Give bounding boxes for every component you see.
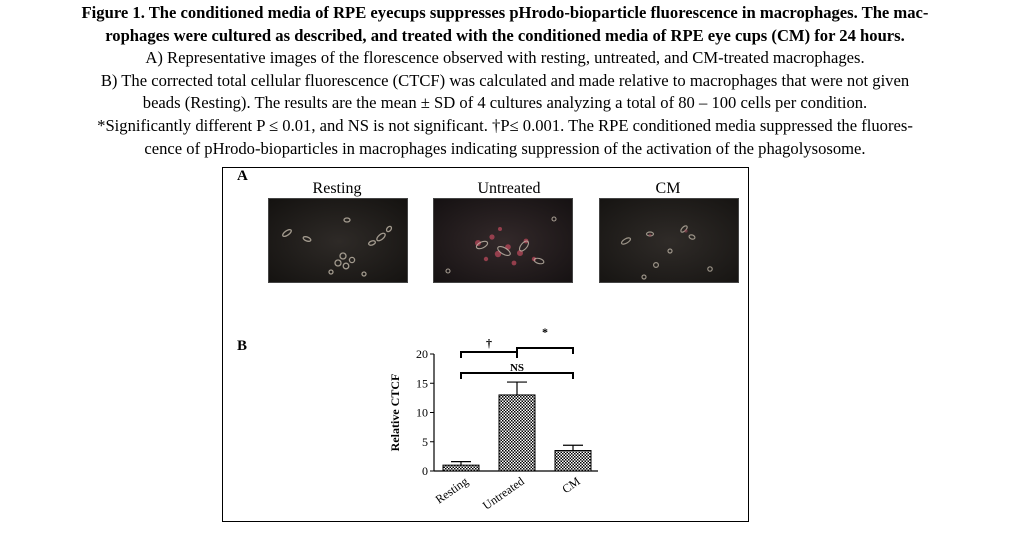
panel-b-letter: B xyxy=(237,338,248,354)
panel-a-letter: A xyxy=(237,168,248,184)
caption-line-6: *Significantly different P ≤ 0.01, and NS is not significant. †P≤ 0.001. The RPE conditioned media suppressed the fluores- xyxy=(97,115,913,135)
resting-bar xyxy=(443,465,479,471)
x-tick-label: Resting xyxy=(432,473,471,507)
y-tick-label: 10 xyxy=(416,405,428,420)
significance-bracket xyxy=(461,352,517,358)
untreated-bar xyxy=(499,395,535,471)
caption-line-4: B) The corrected total cellular fluorescence (CTCF) was calculated and made relative to macrophages that were not given xyxy=(100,70,910,90)
x-tick-label: Untreated xyxy=(479,473,527,513)
caption-line-3: A) Representative images of the florescence observed with resting, untreated, and CM-treated macrophages. xyxy=(145,48,865,68)
y-tick-label: 15 xyxy=(416,376,428,391)
significance-label: † xyxy=(486,336,492,350)
significance-bracket xyxy=(517,348,573,354)
significance-label: * xyxy=(542,325,548,339)
cm-bar xyxy=(555,451,591,471)
ctcf-bar-chart xyxy=(223,168,748,521)
y-axis-label: Relative CTCF xyxy=(388,373,402,452)
caption-line-1: Figure 1. The conditioned media of RPE eyecups suppresses pHrodo-bioparticle fluorescence in macrophages. The mac- xyxy=(81,3,929,22)
y-tick-label: 0 xyxy=(422,464,428,478)
caption-line-7: cence of pHrodo-bioparticles in macrophages indicating suppression of the activation of the phagolysosome. xyxy=(144,138,866,158)
figure-panel-box xyxy=(222,167,749,522)
y-tick-label: 5 xyxy=(422,434,428,449)
cm-image-label: CM xyxy=(655,180,681,197)
resting-image-label: Resting xyxy=(312,180,362,197)
significance-label: NS xyxy=(509,362,525,374)
x-tick-label: CM xyxy=(559,473,583,497)
figure-caption xyxy=(0,2,1010,160)
y-tick-label: 20 xyxy=(416,347,428,361)
caption-line-5: beads (Resting). The results are the mean ± SD of 4 cultures analyzing a total of 80 – 100 cells per condition. xyxy=(142,93,868,113)
caption-line-2: rophages were cultured as described, and treated with the conditioned media of RPE eye cups (CM) for 24 hours. xyxy=(105,25,905,45)
untreated-image-label: Untreated xyxy=(477,180,541,197)
